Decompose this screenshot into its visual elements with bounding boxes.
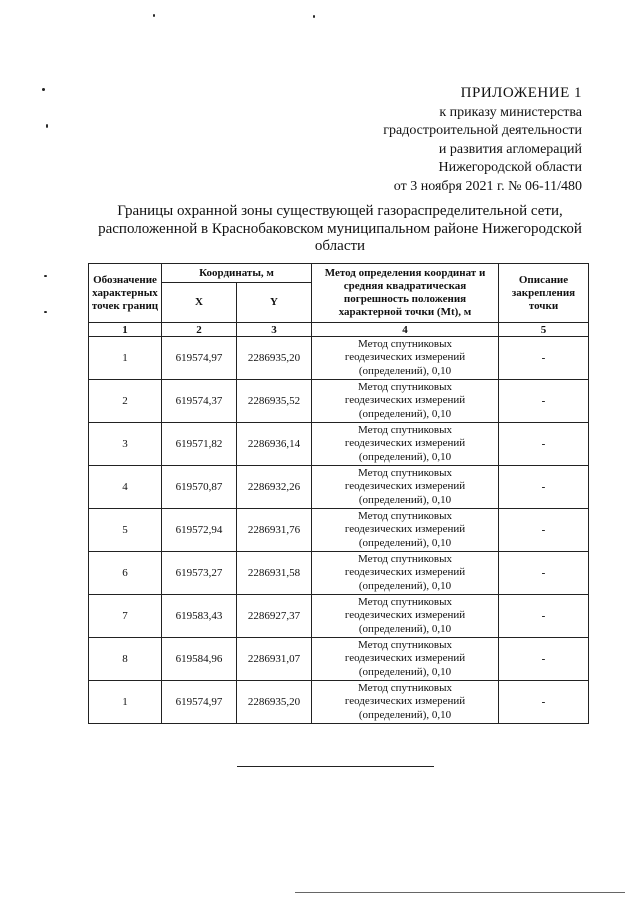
scan-speck <box>313 15 315 18</box>
column-number: 3 <box>237 323 312 337</box>
cell-description: - <box>499 595 589 638</box>
cell-y: 2286927,37 <box>237 595 312 638</box>
appendix-line: и развития агломераций <box>438 141 582 157</box>
cell-y: 2286935,20 <box>237 337 312 380</box>
column-number-row <box>89 323 589 337</box>
cell-point: 7 <box>89 595 162 638</box>
method-line: геодезических измерений <box>344 437 466 450</box>
cell-method <box>312 466 499 509</box>
header-x: X <box>162 283 237 323</box>
cell-method <box>312 337 499 380</box>
cell-method <box>312 638 499 681</box>
cell-point: 1 <box>89 681 162 724</box>
cell-y: 2286936,14 <box>237 423 312 466</box>
appendix-line: Нижегородской области <box>438 160 582 175</box>
cell-x: 619574,97 <box>162 337 237 380</box>
cell-point: 3 <box>89 423 162 466</box>
document-title <box>95 203 585 256</box>
method-line: (определений), 0,10 <box>358 536 452 549</box>
method-line: (определений), 0,10 <box>358 579 452 592</box>
cell-x: 619573,27 <box>162 552 237 595</box>
method-line: Метод спутниковых <box>358 681 452 694</box>
cell-point: 2 <box>89 380 162 423</box>
column-number: 1 <box>89 323 162 337</box>
cell-description: - <box>499 337 589 380</box>
header-coordinates: Координаты, м <box>162 264 312 283</box>
method-line: геодезических измерений <box>344 609 466 622</box>
cell-point: 8 <box>89 638 162 681</box>
method-line: (определений), 0,10 <box>358 622 452 635</box>
appendix-line: от 3 ноября 2021 г. № 06-11/480 <box>393 178 582 194</box>
table-row <box>89 337 589 380</box>
method-line: Метод спутниковых <box>358 466 452 479</box>
cell-x: 619570,87 <box>162 466 237 509</box>
title-line: области <box>314 238 366 254</box>
cell-method <box>312 595 499 638</box>
header-description: Описание закрепления точки <box>499 264 589 323</box>
table-row <box>89 552 589 595</box>
scan-speck <box>153 14 155 17</box>
table-row <box>89 509 589 552</box>
cell-description: - <box>499 466 589 509</box>
method-line: (определений), 0,10 <box>358 450 452 463</box>
cell-method <box>312 681 499 724</box>
method-line: (определений), 0,10 <box>358 364 452 377</box>
column-number: 4 <box>312 323 499 337</box>
cell-description: - <box>499 552 589 595</box>
header-y: Y <box>237 283 312 323</box>
cell-description: - <box>499 638 589 681</box>
method-line: Метод спутниковых <box>358 423 452 436</box>
column-number: 5 <box>499 323 589 337</box>
appendix-line: градостроительной деятельности <box>383 123 582 138</box>
header-method: Метод определения координат и средняя квадратическая погрешность положения характерной точки (Mt), м <box>312 264 499 323</box>
cell-y: 2286935,52 <box>237 380 312 423</box>
cell-x: 619584,96 <box>162 638 237 681</box>
method-line: геодезических измерений <box>344 695 466 708</box>
table-row <box>89 595 589 638</box>
method-line: Метод спутниковых <box>358 552 452 565</box>
boundary-points-table <box>88 263 589 724</box>
table-row <box>89 638 589 681</box>
method-line: (определений), 0,10 <box>358 493 452 506</box>
method-line: (определений), 0,10 <box>358 407 452 420</box>
appendix-heading: ПРИЛОЖЕНИЕ 1 <box>460 85 582 101</box>
method-line: Метод спутниковых <box>358 595 452 608</box>
cell-method <box>312 552 499 595</box>
cell-x: 619571,82 <box>162 423 237 466</box>
cell-description: - <box>499 681 589 724</box>
cell-method <box>312 380 499 423</box>
header-point: Обозначение характерных точек границ <box>89 264 162 323</box>
column-number: 2 <box>162 323 237 337</box>
method-line: геодезических измерений <box>344 566 466 579</box>
title-line: расположенной в Краснобаковском муниципальном районе Нижегородской <box>98 220 582 237</box>
cell-x: 619574,97 <box>162 681 237 724</box>
cell-description: - <box>499 380 589 423</box>
cell-y: 2286931,58 <box>237 552 312 595</box>
cell-x: 619583,43 <box>162 595 237 638</box>
table-row <box>89 380 589 423</box>
method-line: геодезических измерений <box>344 351 466 364</box>
method-line: (определений), 0,10 <box>358 665 452 678</box>
method-line: Метод спутниковых <box>358 337 452 350</box>
scan-speck <box>42 88 45 91</box>
method-line: Метод спутниковых <box>358 380 452 393</box>
cell-y: 2286935,20 <box>237 681 312 724</box>
table-row <box>89 466 589 509</box>
title-line: Границы охранной зоны существующей газораспределительной сети, <box>117 203 563 219</box>
scan-speck <box>44 311 47 313</box>
cell-y: 2286932,26 <box>237 466 312 509</box>
cell-y: 2286931,76 <box>237 509 312 552</box>
method-line: Метод спутниковых <box>358 509 452 522</box>
appendix-block <box>322 84 582 196</box>
cell-point: 5 <box>89 509 162 552</box>
method-line: геодезических измерений <box>344 652 466 665</box>
method-line: геодезических измерений <box>344 523 466 536</box>
scan-speck <box>44 275 47 277</box>
table-body <box>89 337 589 724</box>
cell-point: 1 <box>89 337 162 380</box>
cell-y: 2286931,07 <box>237 638 312 681</box>
scan-speck <box>46 124 48 128</box>
signature-line <box>237 766 434 767</box>
method-line: (определений), 0,10 <box>358 708 452 721</box>
table-row <box>89 681 589 724</box>
cell-description: - <box>499 423 589 466</box>
method-line: геодезических измерений <box>344 480 466 493</box>
cell-description: - <box>499 509 589 552</box>
cell-point: 6 <box>89 552 162 595</box>
cell-point: 4 <box>89 466 162 509</box>
cell-x: 619574,37 <box>162 380 237 423</box>
method-line: Метод спутниковых <box>358 638 452 651</box>
method-line: геодезических измерений <box>344 394 466 407</box>
cell-method <box>312 423 499 466</box>
cell-method <box>312 509 499 552</box>
appendix-line: к приказу министерства <box>439 104 582 120</box>
cell-x: 619572,94 <box>162 509 237 552</box>
scan-edge-line <box>295 892 625 893</box>
table-row <box>89 423 589 466</box>
